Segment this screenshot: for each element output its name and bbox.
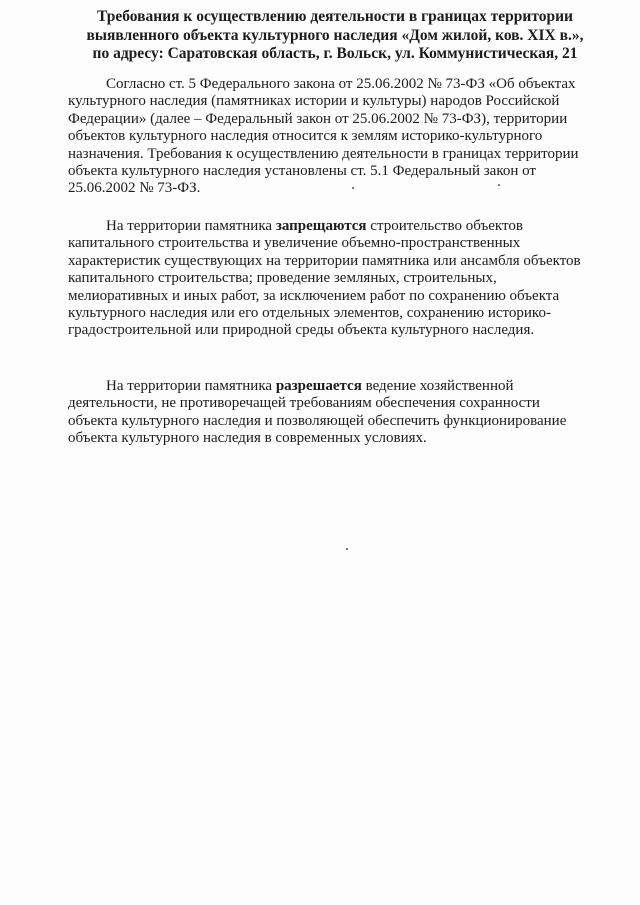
paragraph-line: характеристик существующих на территории памятника или ансамбля объектов	[68, 252, 581, 269]
paragraph-line: объектов культурного наследия относится к землям историко-культурного	[68, 128, 543, 145]
paragraph-line: градостроительной или природной среды объекта культурного наследия.	[68, 322, 535, 339]
paragraph-line: Согласно ст. 5 Федерального закона от 25.06.2002 № 73-ФЗ «Об объектах	[106, 76, 576, 92]
prohibited-keyword: запрещаются	[275, 218, 367, 234]
paragraph-line: культурного наследия или его отдельных элементов, сохранению историко-	[68, 305, 551, 322]
paragraph-line: культурного наследия (памятниках истории и культуры) народов Российской	[68, 93, 560, 110]
paragraph-rest-text: строительство объектов	[366, 218, 523, 234]
title-line: по адресу: Саратовская область, г. Вольск, ул. Коммунистическая, 21	[92, 45, 578, 62]
paragraph-line: 25.06.2002 № 73-ФЗ.	[68, 180, 201, 197]
paragraph-legal-basis	[68, 76, 606, 198]
title-line: Требования к осуществлению деятельности в границах территории	[97, 8, 573, 25]
paragraph-first-line	[68, 378, 606, 395]
paragraph-permissions	[68, 378, 606, 448]
title-line: выявленного объекта культурного наследия «Дом жилой, ков. XIX в.»,	[86, 26, 584, 44]
paragraph-prohibitions	[68, 218, 606, 340]
scan-speck	[346, 548, 348, 550]
document-title	[70, 8, 600, 64]
scan-speck	[352, 187, 354, 189]
paragraph-line: капитального строительства; проведение земляных, строительных,	[68, 270, 497, 287]
paragraph-line: объекта культурного наследия в современных условиях.	[68, 430, 427, 447]
paragraph-first-line	[68, 218, 606, 235]
paragraph-line: объекта культурного наследия и позволяющей обеспечить функционирование	[68, 412, 567, 429]
permitted-keyword: разрешается	[275, 378, 362, 394]
paragraph-line: капитального строительства и увеличение объемно-пространственных	[68, 235, 521, 252]
paragraph-lead-text: На территории памятника	[106, 218, 276, 234]
paragraph-line: Федерации» (далее – Федеральный закон от 25.06.2002 № 73-ФЗ), территории	[68, 110, 568, 127]
paragraph-line: назначения. Требования к осуществлению деятельности в границах территории	[68, 145, 579, 162]
paragraph-line: деятельности, не противоречащей требованиям обеспечения сохранности	[68, 395, 540, 412]
scan-speck	[498, 184, 500, 186]
paragraph-line: объекта культурного наследия установлены ст. 5.1 Федеральный закон от	[68, 163, 536, 180]
paragraph-line: мелиоративных и иных работ, за исключением работ по сохранению объекта	[68, 287, 560, 304]
paragraph-rest-text: ведение хозяйственной	[361, 378, 514, 394]
paragraph-lead-text: На территории памятника	[106, 378, 276, 394]
